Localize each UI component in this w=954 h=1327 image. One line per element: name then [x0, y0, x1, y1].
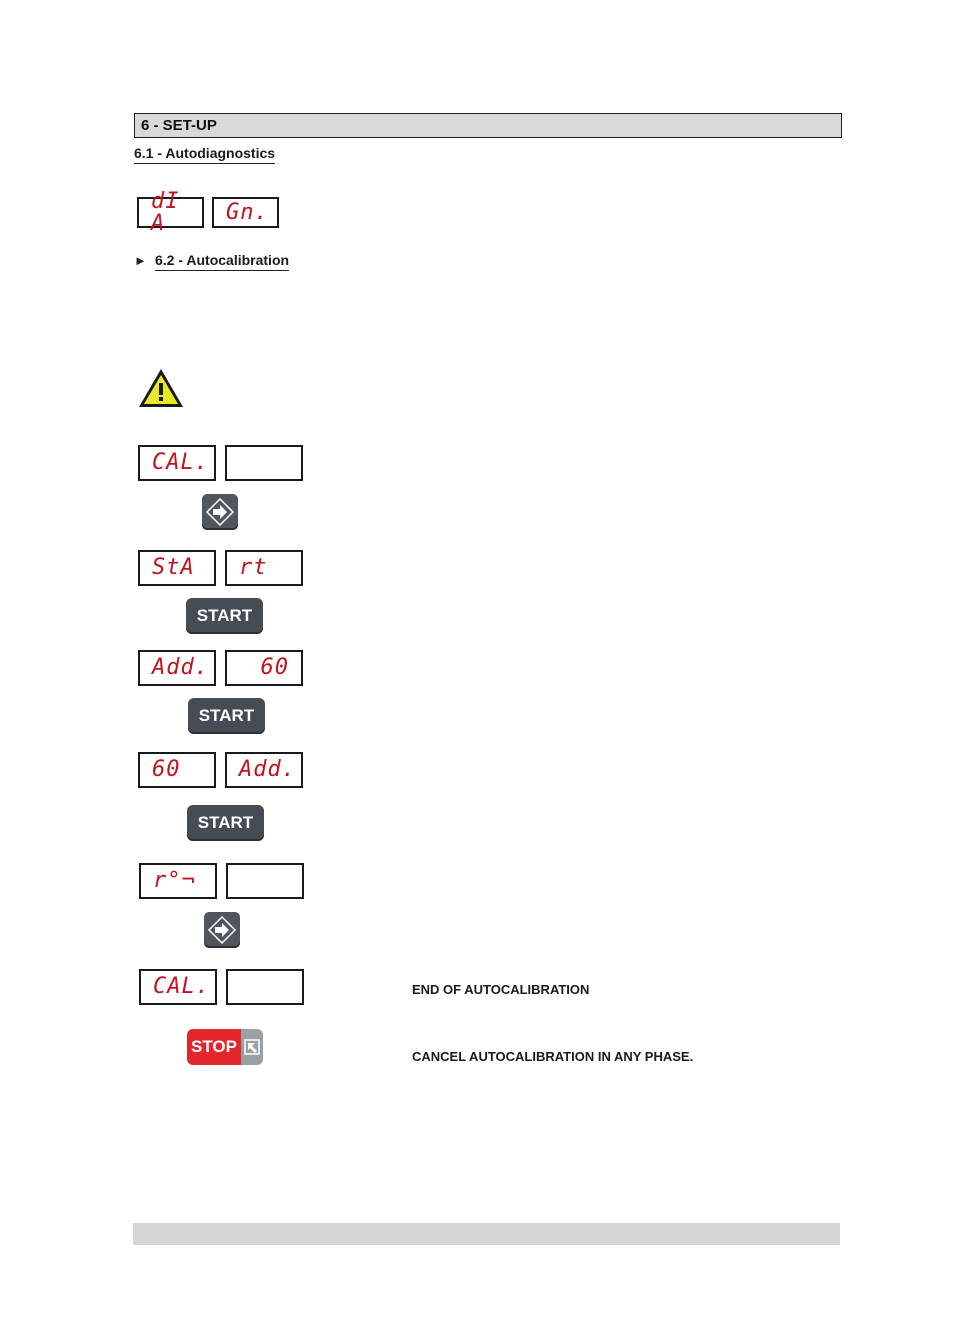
- warning-triangle-icon: [137, 367, 185, 409]
- end-note: END OF AUTOCALIBRATION: [412, 982, 590, 997]
- cancel-note: CANCEL AUTOCALIBRATION IN ANY PHASE.: [412, 1049, 694, 1064]
- display-text: StA: [152, 555, 195, 580]
- section-title: 6 - SET-UP: [141, 117, 217, 134]
- display-left-step2: [138, 550, 216, 586]
- autocalibration-link[interactable]: 6.2 - Autocalibration: [155, 252, 289, 271]
- link-arrow-icon: ►: [134, 253, 147, 268]
- footer-bar: [133, 1223, 840, 1245]
- start-button[interactable]: START: [187, 805, 264, 841]
- enter-key[interactable]: [202, 494, 238, 530]
- autodiagnostics-heading: 6.1 - Autodiagnostics: [134, 145, 275, 164]
- display-right-diag: [212, 197, 279, 228]
- display-right-step6: [226, 969, 304, 1005]
- display-right-step4: [225, 752, 303, 788]
- section-header-bar: [134, 113, 842, 138]
- display-left-step1: [138, 445, 216, 481]
- display-text: CAL.: [152, 450, 209, 475]
- display-text: r°¬: [153, 868, 196, 893]
- enter-arrow-icon: [204, 912, 240, 948]
- display-right-step1: [225, 445, 303, 481]
- display-right-step5: [226, 863, 304, 899]
- display-text: Add.: [239, 757, 296, 782]
- escape-button[interactable]: [241, 1029, 263, 1065]
- display-text: 60: [152, 757, 181, 782]
- display-right-step2: [225, 550, 303, 586]
- escape-arrow-icon: [241, 1029, 263, 1065]
- enter-key[interactable]: [204, 912, 240, 948]
- display-text: rt: [239, 555, 268, 580]
- display-left-step4: [138, 752, 216, 788]
- start-button[interactable]: START: [186, 598, 263, 634]
- display-right-step3: [225, 650, 303, 686]
- display-text: Add.: [152, 655, 209, 680]
- stop-button[interactable]: STOP: [187, 1029, 241, 1065]
- display-left-diag: [137, 188, 204, 236]
- display-text: CAL.: [153, 974, 210, 999]
- display-left-step5: [139, 863, 217, 899]
- display-left-step3: [138, 650, 216, 686]
- display-text: dI A: [151, 188, 180, 236]
- enter-arrow-icon: [202, 494, 238, 530]
- start-button[interactable]: START: [188, 698, 265, 734]
- display-text: 60: [260, 655, 289, 680]
- display-text: Gn.: [226, 199, 269, 225]
- display-left-step6: [139, 969, 217, 1005]
